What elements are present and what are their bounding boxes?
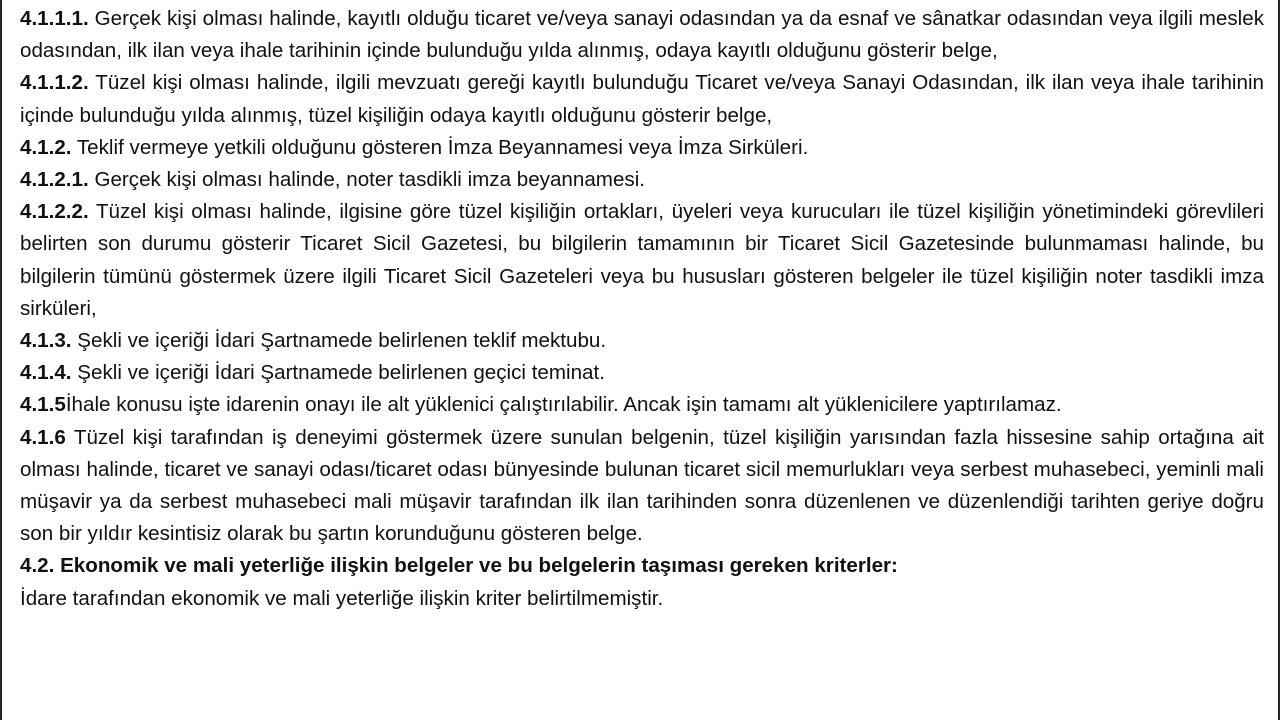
paragraph-4-1-4 (20, 357, 1264, 389)
clause-number: 4.1.2.2. (20, 200, 89, 224)
paragraph-4-1-6 (20, 422, 1264, 551)
clause-text: Gerçek kişi olması halinde, noter tasdikli imza beyannamesi. (94, 168, 645, 192)
clause-text: Şekli ve içeriği İdari Şartnamede belirlenen teklif mektubu. (77, 329, 607, 353)
clause-number: 4.1.2. (20, 135, 72, 159)
paragraph-4-1-2-2 (20, 196, 1264, 325)
clause-text: İhale konusu işte idarenin onayı ile alt yüklenici çalıştırılabilir. Ancak işin tamamı alt yüklenicilere yaptırılamaz. (65, 393, 1062, 417)
clause-text: Gerçek kişi olması halinde, kayıtlı olduğu ticaret ve/veya sanayi odasından ya da esnaf ve sânatkar odasından veya ilgili meslek odasından, ilk ilan veya ihale tarihinin içinde bulunduğu yılda alınmış, odaya kayıtlı olduğunu gösterir belge, (20, 7, 1264, 63)
clause-number: 4.1.3. (20, 329, 72, 353)
section-heading-4-2: 4.2. Ekonomik ve mali yeterliğe ilişkin belgeler ve bu belgelerin taşıması gereken kriterler: (20, 554, 898, 578)
clause-number: 4.1.6 (20, 425, 66, 449)
clause-text: Teklif vermeye yetkili olduğunu gösteren İmza Beyannamesi veya İmza Sirküleri. (76, 135, 809, 159)
paragraph-4-1-5 (20, 389, 1264, 421)
clause-number: 4.1.1.2. (20, 71, 89, 95)
paragraph-4-1-2-1 (20, 164, 1264, 196)
clause-number: 4.1.5 (20, 393, 66, 417)
clause-number: 4.1.1.1. (20, 7, 89, 30)
clause-number: 4.1.2.1. (20, 168, 89, 192)
document-body (20, 3, 1264, 615)
paragraph-4-1-1-1 (20, 3, 1264, 67)
paragraph-4-1-3 (20, 325, 1264, 357)
partial-text-line: İdare tarafından ekonomik ve mali yeterliğe ilişkin kriter belirtilmemiştir. (20, 586, 664, 610)
clause-number: 4.1.4. (20, 361, 72, 385)
clause-text: Tüzel kişi olması halinde, ilgili mevzuatı gereği kayıtlı bulunduğu Ticaret ve/veya Sanayi Odasından, ilk ilan veya ihale tarihinin içinde bulunduğu yılda alınmış, tüzel kişiliğin odaya kayıtlı olduğunu gösterir belge, (20, 71, 1264, 127)
clause-text: Tüzel kişi olması halinde, ilgisine göre tüzel kişiliğin ortakları, üyeleri veya kurucuları ile tüzel kişiliğin yönetimindeki görevlileri belirten son durumu gösterir Ticaret Sicil Gazetesi, bu bilgilerin tamamının bir Ticaret Sicil Gazetesinde bulunmaması halinde, bu bilgilerin tümünü göstermek üzere ilgili Ticaret Sicil Gazeteleri veya bu hususları gösteren belgeler ile tüzel kişiliğin noter tasdikli imza sirküleri, (20, 200, 1264, 320)
clause-text: Tüzel kişi tarafından iş deneyimi göstermek üzere sunulan belgenin, tüzel kişiliğin yarısından fazla hissesine sahip ortağına ait olması halinde, ticaret ve sanayi odası/ticaret odası bünyesinde bulunan ticaret sicil memurlukları veya serbest muhasebeci, yeminli mali müşavir ya da serbest muhasebeci mali müşavir tarafından ilk ilan tarihinden sonra düzenlenen ve düzenlendiği tarihten geriye doğru son bir yıldır kesintisiz olarak bu şartın korunduğunu gösteren belge. (20, 425, 1264, 546)
paragraph-4-1-2 (20, 132, 1264, 164)
clause-text: Şekli ve içeriği İdari Şartnamede belirlenen geçici teminat. (77, 361, 605, 385)
paragraph-4-1-1-2 (20, 67, 1264, 131)
